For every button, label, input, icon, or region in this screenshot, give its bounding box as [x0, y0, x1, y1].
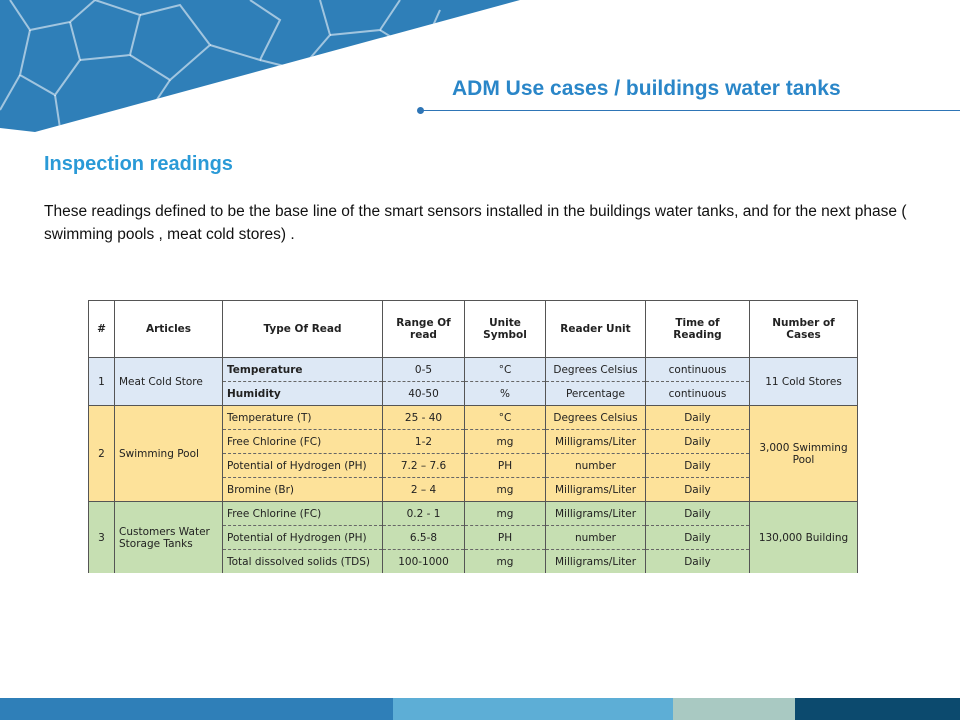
footer-segment	[673, 698, 795, 720]
readings-table	[88, 300, 858, 573]
table-row	[89, 502, 858, 526]
footer-segment	[393, 698, 673, 720]
group-number: 2	[89, 406, 115, 502]
type-of-read: Potential of Hydrogen (PH)	[223, 454, 383, 478]
reader-unit: Milligrams/Liter	[546, 430, 646, 454]
type-of-read: Free Chlorine (FC)	[223, 502, 383, 526]
header-articles: Articles	[115, 301, 223, 358]
range-of-read: 40-50	[383, 382, 465, 406]
reader-unit: number	[546, 526, 646, 550]
unite-symbol: PH	[465, 454, 546, 478]
reader-unit: Milligrams/Liter	[546, 478, 646, 502]
time-of-reading: Daily	[646, 502, 750, 526]
unite-symbol: PH	[465, 526, 546, 550]
range-of-read: 1-2	[383, 430, 465, 454]
table-header-row	[89, 301, 858, 358]
table-row	[89, 358, 858, 382]
group-number: 1	[89, 358, 115, 406]
type-of-read: Humidity	[223, 382, 383, 406]
group-article: Meat Cold Store	[115, 358, 223, 406]
time-of-reading: continuous	[646, 358, 750, 382]
reader-unit: number	[546, 454, 646, 478]
reader-unit: Percentage	[546, 382, 646, 406]
section-heading: Inspection readings	[44, 153, 233, 175]
header-range-of-read: Range Of read	[383, 301, 465, 358]
header-unite-symbol: Unite Symbol	[465, 301, 546, 358]
unite-symbol: %	[465, 382, 546, 406]
footer-segment	[0, 698, 393, 720]
header-time-of-reading: Time of Reading	[646, 301, 750, 358]
type-of-read: Bromine (Br)	[223, 478, 383, 502]
title-underline	[421, 110, 960, 111]
unite-symbol: °C	[465, 406, 546, 430]
time-of-reading: Daily	[646, 454, 750, 478]
range-of-read: 0.2 - 1	[383, 502, 465, 526]
group-article: Swimming Pool	[115, 406, 223, 502]
group-article: Customers Water Storage Tanks	[115, 502, 223, 574]
time-of-reading: Daily	[646, 478, 750, 502]
range-of-read: 100-1000	[383, 550, 465, 574]
time-of-reading: Daily	[646, 430, 750, 454]
type-of-read: Temperature (T)	[223, 406, 383, 430]
footer-segment	[795, 698, 960, 720]
title-underline-dot	[417, 107, 424, 114]
range-of-read: 2 – 4	[383, 478, 465, 502]
time-of-reading: continuous	[646, 382, 750, 406]
reader-unit: Milligrams/Liter	[546, 550, 646, 574]
corner-graphic	[0, 0, 520, 135]
number-of-cases: 130,000 Building	[750, 502, 858, 574]
range-of-read: 25 - 40	[383, 406, 465, 430]
number-of-cases: 3,000 Swimming Pool	[750, 406, 858, 502]
type-of-read: Temperature	[223, 358, 383, 382]
intro-paragraph: These readings defined to be the base line of the smart sensors installed in the buildings water tanks, and for the next phase ( swimming pools , meat cold stores) .	[44, 203, 907, 243]
reader-unit: Degrees Celsius	[546, 406, 646, 430]
header-reader-unit: Reader Unit	[546, 301, 646, 358]
range-of-read: 7.2 – 7.6	[383, 454, 465, 478]
slide-title: ADM Use cases / buildings water tanks	[452, 77, 841, 100]
unite-symbol: mg	[465, 478, 546, 502]
footer-color-bar	[0, 698, 960, 720]
reader-unit: Milligrams/Liter	[546, 502, 646, 526]
header-number: #	[89, 301, 115, 358]
type-of-read: Total dissolved solids (TDS)	[223, 550, 383, 574]
time-of-reading: Daily	[646, 526, 750, 550]
range-of-read: 0-5	[383, 358, 465, 382]
time-of-reading: Daily	[646, 406, 750, 430]
reader-unit: Degrees Celsius	[546, 358, 646, 382]
type-of-read: Free Chlorine (FC)	[223, 430, 383, 454]
time-of-reading: Daily	[646, 550, 750, 574]
unite-symbol: °C	[465, 358, 546, 382]
type-of-read: Potential of Hydrogen (PH)	[223, 526, 383, 550]
header-type-of-read: Type Of Read	[223, 301, 383, 358]
header-number-of-cases: Number of Cases	[750, 301, 858, 358]
table-row	[89, 406, 858, 430]
group-number: 3	[89, 502, 115, 574]
range-of-read: 6.5-8	[383, 526, 465, 550]
unite-symbol: mg	[465, 550, 546, 574]
unite-symbol: mg	[465, 430, 546, 454]
unite-symbol: mg	[465, 502, 546, 526]
number-of-cases: 11 Cold Stores	[750, 358, 858, 406]
